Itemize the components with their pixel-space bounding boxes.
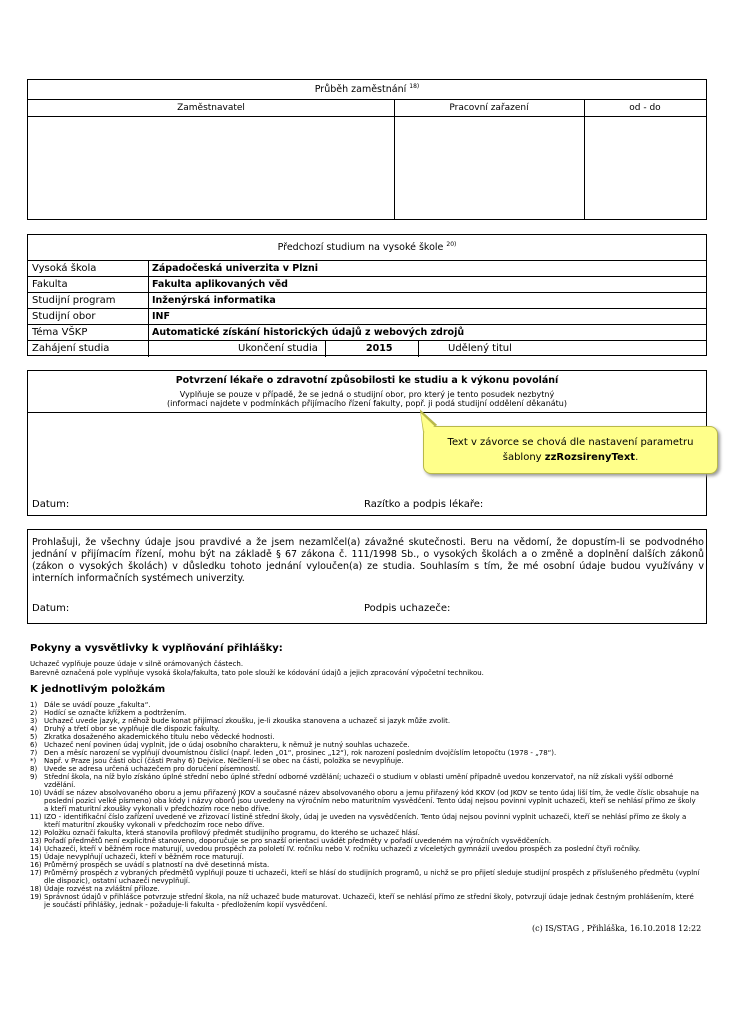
item-text: Střední škola, na níž bylo získáno úplné střední nebo úplné střední odborné vzdělání; uchazeči o studium v oblasti umění případně uvedou konzervatoř, na níž získali vyšší odborné vzdělání. — [44, 773, 674, 789]
employment-title-ref: 18) — [409, 82, 420, 90]
item-text: IZO - identifikační číslo zařízení uvedené ve zřizovací listině střední školy, údaj je uveden na vysvědčeních. Tento údaj nejsou povinni vyplnit uchazeči, kteří se nehlásí přímo ze školy a kteří maturitní zkoušky vykonali v předchozím roce nebo dříve. — [44, 813, 687, 829]
declaration-date-label: Datum: — [32, 603, 70, 614]
item-text: Údaje rozvést na zvláštní příloze. — [44, 885, 160, 893]
item-text: Hodící se označte křížkem a podtržením. — [44, 709, 187, 717]
doctor-note-line1: Vyplňuje se pouze v případě, že se jedná o studijní obor, pro který je tento posudek nezbytný — [179, 390, 555, 399]
row-label: Téma VŠKP — [32, 327, 88, 338]
item-number: 4) — [30, 725, 38, 733]
item-text: Uchazeč uvede jazyk, z něhož bude konat přijímací zkoušku, je-li zkouška stanovena a uchazeč si jazyk může zvolit. — [44, 717, 451, 725]
study-row — [28, 293, 706, 309]
list-item — [30, 733, 702, 741]
item-number: 10) — [30, 789, 42, 797]
list-item — [30, 837, 702, 845]
row-label: Fakulta — [32, 279, 68, 290]
list-item — [30, 893, 702, 909]
item-text: Druhý a třetí obor se vyplňuje dle dispozic fakulty. — [44, 725, 220, 733]
row-value: Inženýrská informatika — [152, 295, 276, 306]
cell-divider — [148, 309, 149, 324]
item-number: *) — [30, 757, 37, 765]
item-text: Průměrný prospěch se uvádí s platností na dvě desetinná místa. — [44, 861, 270, 869]
items-heading: K jednotlivým položkám — [30, 684, 166, 695]
item-text: Průměrný prospěch z vybraných předmětů vyplňují pouze ti uchazeči, kteří se hlásí do studijních programů, u nichž se pro přijetí sleduje studijní prospěch z příslušeného předmětu (vyplní dle dispozic), ostatní uchazeči nevyplňují. — [44, 869, 700, 885]
cell-divider — [148, 261, 149, 276]
callout-prefix: šablony — [502, 452, 545, 463]
item-text: Např. v Praze jsou části obcí (části Prahy 6) Dejvice. Nečlení-li se obec na části, položka se nevyplňuje. — [44, 757, 404, 765]
study-dates-row — [28, 341, 706, 357]
list-item — [30, 813, 702, 829]
row-value: Automatické získání historických údajů z webových zdrojů — [152, 327, 465, 338]
item-number: 8) — [30, 765, 38, 773]
item-number: 13) — [30, 837, 42, 845]
start-label: Zahájení studia — [32, 343, 110, 354]
row-label: Studijní program — [32, 295, 116, 306]
list-item — [30, 861, 702, 869]
item-number: 2) — [30, 709, 38, 717]
employment-title — [28, 80, 706, 100]
row-value: Západočeská univerzita v Plzni — [152, 263, 319, 274]
list-item — [30, 765, 702, 773]
employment-title-text: Průběh zaměstnání — [314, 84, 407, 95]
list-item — [30, 829, 702, 837]
item-number: 16) — [30, 861, 42, 869]
item-number: 7) — [30, 749, 38, 757]
instructions-line2: Barevně označená pole vyplňuje vysoká škola/fakulta, tato pole slouží ke kódování údajů a jejich zpracování výpočetní technikou. — [30, 669, 484, 677]
list-item — [30, 773, 702, 789]
doctor-date-label: Datum: — [32, 499, 70, 510]
study-row — [28, 309, 706, 325]
study-row — [28, 277, 706, 293]
item-number: 14) — [30, 845, 42, 853]
item-text: Zkratka dosaženého akademického titulu nebo vědecké hodnosti. — [44, 733, 275, 741]
item-text: Položku označí fakulta, která stanovila profilový předmět studijního programu, do kterého se uchazeč hlásí. — [44, 829, 420, 837]
row-value: Fakulta aplikovaných věd — [152, 279, 288, 290]
applicant-signature-label: Podpis uchazeče: — [364, 603, 451, 614]
cell-divider — [325, 341, 326, 357]
doctor-note-line2: (informaci najdete v podmínkách přijímacího řízení fakulty, popř. ji podá studijní oddělení děkanátu) — [167, 399, 567, 408]
list-item — [30, 725, 702, 733]
cell-divider — [418, 341, 419, 357]
list-item — [30, 749, 702, 757]
item-text: Uvádí se název absolvovaného oboru a jemu přiřazený JKOV a současné název absolvovaného oboru a jemu přiřazený kód KKOV (od JKOV se tento údaj liší tím, že vedle číslic obsahuje na poslední pozici velké písmeno) oba kódy i názvy oborů jsou uvedeny na výročním nebo maturitním vysvědčení. Tento údaj nejsou povinni vyplnit uchazeči, kteří se nehlásí přímo ze školy a kteří maturitní zkoušky vykonali v předchozím roce nebo dříve. — [44, 789, 700, 813]
col-position-header: Pracovní zařazení — [394, 100, 584, 117]
list-item — [30, 701, 702, 709]
cell-divider — [148, 293, 149, 308]
item-number: 3) — [30, 717, 38, 725]
doctor-header — [28, 371, 706, 413]
doctor-stamp-label: Razítko a podpis lékaře: — [364, 499, 484, 510]
study-row — [28, 325, 706, 341]
column-divider — [584, 100, 585, 219]
degree-label: Udělený titul — [448, 343, 512, 354]
item-number: 5) — [30, 733, 38, 741]
item-notes-list — [30, 701, 702, 909]
study-row — [28, 261, 706, 277]
col-employer-header: Zaměstnavatel — [28, 100, 394, 117]
list-item — [30, 845, 702, 853]
item-number: 17) — [30, 869, 42, 877]
item-text: Správnost údajů v přihlášce potvrzuje střední škola, na níž uchazeč bude maturovat. Uchazeči, kteří se nehlásí přímo ze střední školy, potvrzují údaje jednak čestným prohlášením, které je součástí přihlášky, jednak - požaduje-li fakulta - předložením kopií vysvědčení. — [44, 893, 694, 909]
item-number: 11) — [30, 813, 42, 821]
item-text: Den a měsíc narození se vyplňují dvoumístnou číslicí (např. leden „01“, prosinec „12“), rok narození posledním dvojčíslím letopočtu (1978 - „78“). — [44, 749, 557, 757]
instructions-heading: Pokyny a vysvětlivky k vyplňování přihlášky: — [30, 643, 283, 654]
callout-line2 — [424, 450, 717, 465]
previous-study-title-ref: 20) — [446, 240, 457, 248]
end-label: Ukončení studia — [238, 343, 318, 354]
doctor-title: Potvrzení lékaře o zdravotní způsobilosti ke studiu a k výkonu povolání — [175, 375, 559, 386]
item-number: 12) — [30, 829, 42, 837]
item-number: 6) — [30, 741, 38, 749]
template-callout — [423, 426, 718, 474]
previous-study-table — [27, 234, 707, 356]
list-item — [30, 789, 702, 813]
list-item — [30, 757, 702, 765]
cell-divider — [148, 325, 149, 340]
item-number: 9) — [30, 773, 38, 781]
item-number: 1) — [30, 701, 38, 709]
item-text: Dále se uvádí pouze „fakulta“. — [44, 701, 151, 709]
callout-parameter: zzRozsirenyText — [544, 452, 636, 463]
item-text: Pořadí předmětů není explicitně stanoveno, doporučuje se pro snazší orientaci uvádět předměty v pořadí uvedeném na výročních vysvědčeních. — [44, 837, 552, 845]
employment-table — [27, 79, 707, 220]
list-item — [30, 885, 702, 893]
list-item — [30, 853, 702, 861]
item-text: Uchazeči, kteří v běžném roce maturují, uvedou prospěch za pololetí IV. ročníku nebo V. ročníku uchazeči z víceletých gymnázií uvedou prospěch za poslední čtyři ročníky. — [44, 845, 641, 853]
row-label: Studijní obor — [32, 311, 96, 322]
footer-text: (c) IS/STAG , Přihláška, 16.10.2018 12:22 — [532, 924, 702, 933]
item-number: 18) — [30, 885, 42, 893]
previous-study-title — [28, 235, 706, 261]
end-value: 2015 — [366, 343, 393, 354]
item-number: 19) — [30, 893, 42, 901]
cell-divider — [148, 341, 149, 357]
callout-line1: Text v závorce se chová dle nastavení parametru — [447, 437, 694, 448]
item-text: Uvede se adresa určená uchazečem pro doručení písemností. — [44, 765, 261, 773]
cell-divider — [148, 277, 149, 292]
list-item — [30, 869, 702, 885]
list-item — [30, 717, 702, 725]
declaration-text: Prohlašuji, že všechny údaje jsou pravdivé a že jsem nezamlčel(a) závažné skutečnosti. Beru na vědomí, že dopustím-li se podvodného jednání v přijímacím řízení, mohu být na základě § 67 zákona č. 111/1998 Sb., o vysokých školách a o změně a doplnění dalších zákonů (zákon o vysokých školách) v důsledku tohoto jednání vyloučen(a) ze studia. Souhlasím s tím, že mé osobní údaje budou využívány v interních informačních systémech univerzity. — [32, 537, 704, 584]
item-number: 15) — [30, 853, 42, 861]
callout-suffix: . — [635, 452, 639, 463]
row-value: INF — [152, 311, 170, 322]
list-item — [30, 709, 702, 717]
col-period-header: od - do — [584, 100, 706, 117]
list-item — [30, 741, 702, 749]
item-text: Uchazeč není povinen údaj vyplnit, jde o údaj osobního charakteru, k němuž je nutný souhlas uchazeče. — [44, 741, 410, 749]
column-divider — [394, 100, 395, 219]
declaration-box — [27, 529, 707, 624]
row-label: Vysoká škola — [32, 263, 97, 274]
instructions-line1: Uchazeč vyplňuje pouze údaje v silně orámovaných částech. — [30, 660, 244, 668]
item-text: Údaje nevyplňují uchazeči, kteří v běžném roce maturují. — [44, 853, 244, 861]
previous-study-title-text: Předchozí studium na vysoké škole — [277, 242, 444, 253]
